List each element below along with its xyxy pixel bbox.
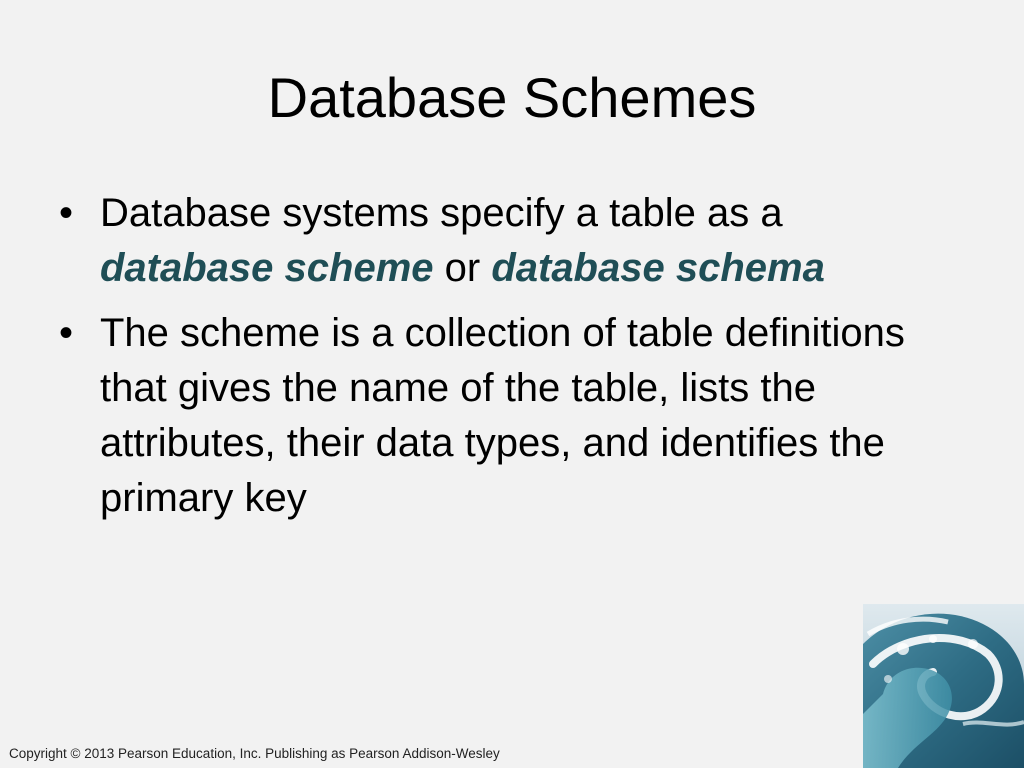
bullet-item-1 — [55, 186, 955, 296]
term-database-schema: database schema — [491, 246, 825, 290]
bullet-item-2 — [55, 306, 955, 526]
bullet-text-before: Database systems specify a table as a — [100, 191, 783, 235]
bullet-dot: • — [59, 191, 74, 235]
term-database-scheme: database scheme — [100, 246, 434, 290]
bullet-connector: or — [433, 246, 492, 290]
bullet-text: The scheme is a collection of table definitions that gives the name of the table, lists the attributes, their data types, and identifies the primary key — [100, 311, 905, 520]
slide-title: Database Schemes — [267, 66, 757, 129]
bullet-dot: • — [59, 311, 74, 355]
bullet-list — [55, 186, 955, 536]
ocean-wave-image — [863, 604, 1024, 768]
copyright-footer: Copyright © 2013 Pearson Education, Inc. Publishing as Pearson Addison-Wesley — [9, 746, 500, 761]
